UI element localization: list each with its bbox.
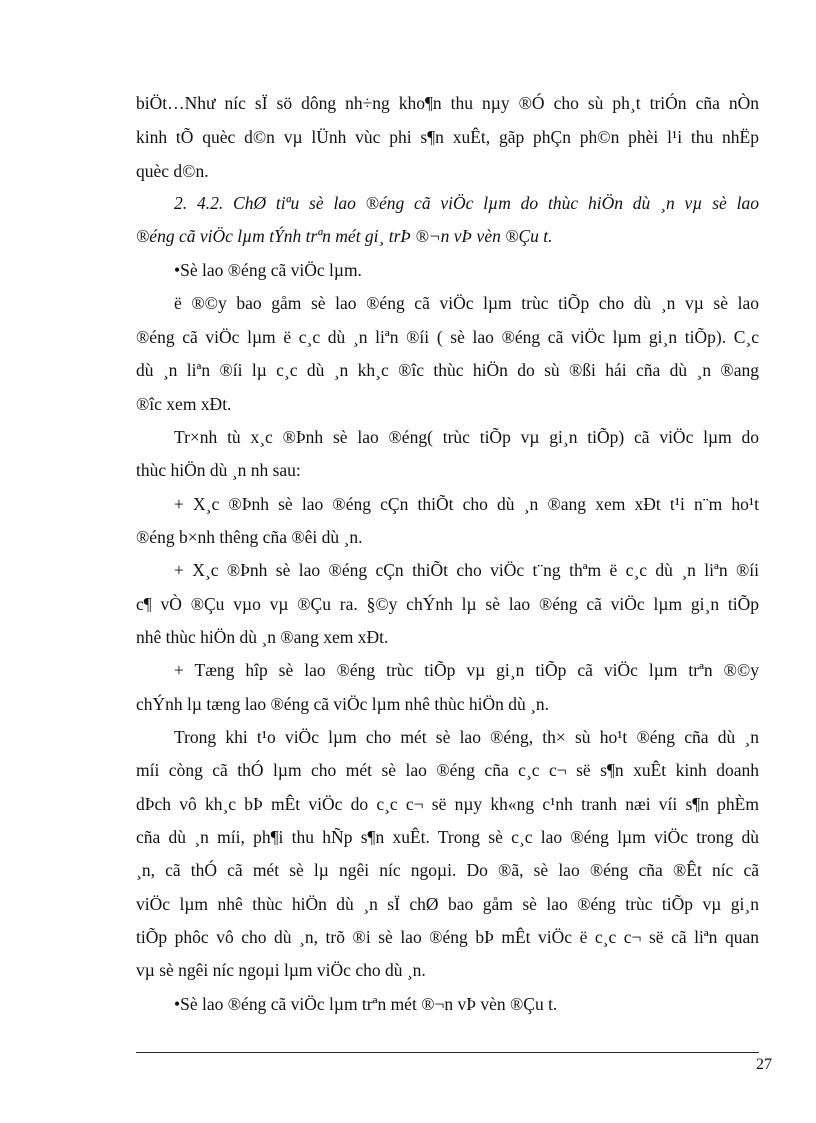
- text-line: kinh tÕ quèc d©n vµ lÜnh vùc phi s¶n xuÊt, gãp phÇn ph©n phèi l¹i thu nhËp: [136, 127, 759, 147]
- text-line: viÖc lµm nhê thùc hiÖn dù ¸n sÏ chØ bao gåm sè lao ®éng trùc tiÕp vµ gi¸n: [136, 894, 759, 914]
- text-line: c¶ vÒ ®Çu vµo vµ ®Çu ra. §©y chÝnh lµ sè lao ®éng cã viÖc lµm gi¸n tiÕp: [136, 594, 759, 614]
- text-line: 2. 4.2. ChØ tiªu sè lao ®éng cã viÖc lµm do thùc hiÖn dù ¸n vµ sè lao: [174, 193, 759, 213]
- text-line: dù ¸n liªn ®íi lµ c¸c dù ¸n kh¸c ®îc thùc hiÖn do sù ®ßi hái cña dù ¸n ®ang: [136, 360, 759, 380]
- text-line: quèc d©n.: [136, 161, 209, 181]
- text-line: ®éng cã viÖc lµm tÝnh trªn mét gi¸ trÞ ®¬n vÞ vèn ®Çu t.: [136, 226, 553, 246]
- text-line: míi còng cã thÓ lµm cho mét sè lao ®éng cña c¸c c¬ së s¶n xuÊt kinh doanh: [136, 760, 759, 780]
- text-line: Tr×nh tù x¸c ®Þnh sè lao ®éng( trùc tiÕp vµ gi¸n tiÕp) cã viÖc lµm do: [174, 427, 759, 447]
- text-line: •Sè lao ®éng cã viÖc lµm trªn mét ®¬n vÞ vèn ®Çu t.: [174, 994, 558, 1014]
- text-line: cña dù ¸n míi, ph¶i thu hÑp s¶n xuÊt. Trong sè c¸c lao ®éng lµm viÖc trong dù: [136, 827, 759, 847]
- text-line: ë ®©y bao gåm sè lao ®éng cã viÖc lµm trùc tiÕp cho dù ¸n vµ sè lao: [174, 293, 759, 313]
- text-line: nhê thùc hiÖn dù ¸n ®ang xem xÐt.: [136, 627, 389, 647]
- footer-rule: [136, 1052, 759, 1053]
- page-number: 27: [756, 1056, 772, 1073]
- text-line: dÞch vô kh¸c bÞ mÊt viÖc do c¸c c¬ së nµy kh«ng c¹nh tranh næi víi s¶n phÈm: [136, 794, 759, 814]
- text-line: ®îc xem xÐt.: [136, 394, 232, 414]
- text-line: + X¸c ®Þnh sè lao ®éng cÇn thiÕt cho viÖc t¨ng thªm ë c¸c dù ¸n liªn ®íi: [174, 560, 759, 580]
- text-line: tiÕp phôc vô cho dù ¸n, trõ ®i sè lao ®éng bÞ mÊt viÖc ë c¸c c¬ së cã liªn quan: [136, 927, 759, 947]
- text-line: Trong khi t¹o viÖc lµm cho mét sè lao ®éng, th× sù ho¹t ®éng cña dù ¸n: [174, 727, 759, 747]
- text-line: biÖt…Như níc sÏ sö dông nh÷ng kho¶n thu nµy ®Ó cho sù ph¸t triÓn cña nÒn: [136, 93, 759, 113]
- text-line: ¸n, cã thÓ cã mét sè lµ ngêi níc ngoµi. Do ®ã, sè lao ®éng cña ®Êt níc cã: [136, 860, 759, 880]
- text-line: thùc hiÖn dù ¸n nh sau:: [136, 460, 301, 480]
- text-line: ®éng b×nh thêng cña ®êi dù ¸n.: [136, 527, 363, 547]
- text-line: ®éng cã viÖc lµm ë c¸c dù ¸n liªn ®íi ( sè lao ®éng cã viÖc lµm gi¸n tiÕp). C¸c: [136, 327, 759, 347]
- text-line: •Sè lao ®éng cã viÖc lµm.: [174, 260, 362, 280]
- text-line: vµ sè ngêi níc ngoµi lµm viÖc cho dù ¸n.: [136, 960, 426, 980]
- text-line: chÝnh lµ tæng lao ®éng cã viÖc lµm nhê thùc hiÖn dù ¸n.: [136, 694, 550, 714]
- text-line: + X¸c ®Þnh sè lao ®éng cÇn thiÕt cho dù ¸n ®ang xem xÐt t¹i n¨m ho¹t: [174, 494, 759, 514]
- text-line: + Tæng hîp sè lao ®éng trùc tiÕp vµ gi¸n tiÕp cã viÖc lµm trªn ®©y: [174, 660, 759, 680]
